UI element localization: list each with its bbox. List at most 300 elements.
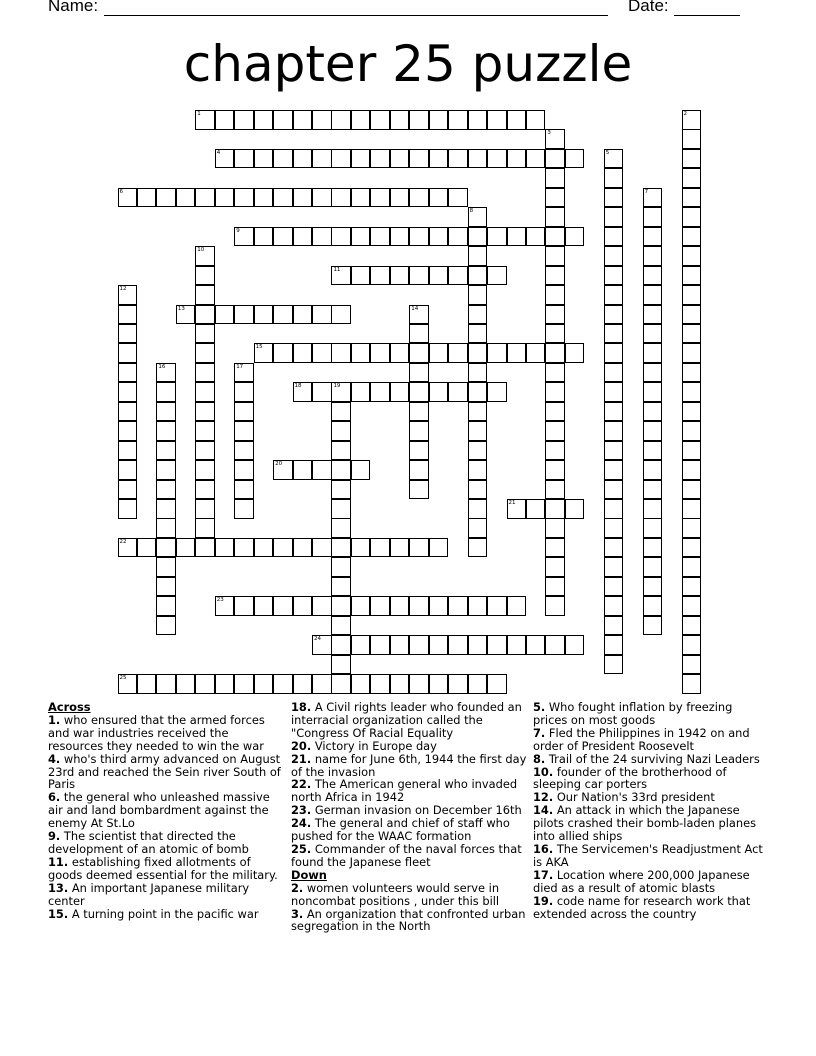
grid-cell[interactable] <box>331 460 351 480</box>
grid-cell[interactable] <box>468 207 488 227</box>
grid-cell[interactable] <box>682 149 702 169</box>
grid-cell[interactable] <box>234 149 254 169</box>
grid-cell[interactable] <box>545 577 565 597</box>
grid-cell[interactable] <box>448 382 468 402</box>
grid-cell[interactable] <box>137 188 157 208</box>
grid-cell[interactable] <box>234 402 254 422</box>
grid-cell[interactable] <box>643 577 663 597</box>
grid-cell[interactable] <box>604 421 624 441</box>
grid-cell[interactable] <box>643 402 663 422</box>
grid-cell[interactable] <box>390 538 410 558</box>
grid-cell[interactable] <box>331 674 351 694</box>
grid-cell[interactable] <box>409 480 429 500</box>
grid-cell[interactable] <box>254 188 274 208</box>
grid-cell[interactable] <box>545 538 565 558</box>
grid-cell[interactable] <box>118 402 138 422</box>
grid-cell[interactable] <box>507 149 527 169</box>
grid-cell[interactable] <box>429 382 449 402</box>
grid-cell[interactable] <box>545 421 565 441</box>
grid-cell[interactable] <box>312 110 332 130</box>
grid-cell[interactable] <box>195 324 215 344</box>
grid-cell[interactable] <box>312 635 332 655</box>
grid-cell[interactable] <box>156 557 176 577</box>
grid-cell[interactable] <box>682 324 702 344</box>
grid-cell[interactable] <box>604 324 624 344</box>
grid-cell[interactable] <box>643 285 663 305</box>
grid-cell[interactable] <box>429 343 449 363</box>
grid-cell[interactable] <box>448 596 468 616</box>
grid-cell[interactable] <box>604 499 624 519</box>
grid-cell[interactable] <box>545 518 565 538</box>
grid-cell[interactable] <box>507 343 527 363</box>
grid-cell[interactable] <box>604 538 624 558</box>
grid-cell[interactable] <box>312 188 332 208</box>
grid-cell[interactable] <box>604 616 624 636</box>
grid-cell[interactable] <box>643 441 663 461</box>
grid-cell[interactable] <box>643 324 663 344</box>
grid-cell[interactable] <box>156 402 176 422</box>
grid-cell[interactable] <box>215 188 235 208</box>
grid-cell[interactable] <box>643 343 663 363</box>
grid-cell[interactable] <box>643 518 663 538</box>
grid-cell[interactable] <box>331 110 351 130</box>
grid-cell[interactable] <box>448 149 468 169</box>
grid-cell[interactable] <box>234 480 254 500</box>
grid-cell[interactable] <box>293 227 313 247</box>
grid-cell[interactable] <box>254 227 274 247</box>
grid-cell[interactable] <box>429 110 449 130</box>
grid-cell[interactable] <box>682 499 702 519</box>
grid-cell[interactable] <box>468 343 488 363</box>
grid-cell[interactable] <box>409 421 429 441</box>
grid-cell[interactable] <box>643 499 663 519</box>
grid-cell[interactable] <box>409 402 429 422</box>
grid-cell[interactable] <box>195 305 215 325</box>
grid-cell[interactable] <box>156 538 176 558</box>
grid-cell[interactable] <box>331 421 351 441</box>
grid-cell[interactable] <box>604 285 624 305</box>
grid-cell[interactable] <box>545 207 565 227</box>
grid-cell[interactable] <box>682 616 702 636</box>
grid-cell[interactable] <box>156 577 176 597</box>
grid-cell[interactable] <box>331 577 351 597</box>
grid-cell[interactable] <box>545 480 565 500</box>
grid-cell[interactable] <box>682 480 702 500</box>
grid-cell[interactable] <box>331 382 351 402</box>
grid-cell[interactable] <box>643 363 663 383</box>
grid-cell[interactable] <box>118 188 138 208</box>
grid-cell[interactable] <box>195 421 215 441</box>
grid-cell[interactable] <box>604 363 624 383</box>
grid-cell[interactable] <box>545 227 565 247</box>
grid-cell[interactable] <box>390 149 410 169</box>
grid-cell[interactable] <box>682 557 702 577</box>
grid-cell[interactable] <box>487 343 507 363</box>
grid-cell[interactable] <box>682 285 702 305</box>
grid-cell[interactable] <box>682 538 702 558</box>
grid-cell[interactable] <box>545 635 565 655</box>
grid-cell[interactable] <box>312 149 332 169</box>
grid-cell[interactable] <box>293 596 313 616</box>
grid-cell[interactable] <box>234 227 254 247</box>
grid-cell[interactable] <box>351 674 371 694</box>
grid-cell[interactable] <box>234 305 254 325</box>
grid-cell[interactable] <box>273 188 293 208</box>
grid-cell[interactable] <box>545 266 565 286</box>
grid-cell[interactable] <box>273 343 293 363</box>
grid-cell[interactable] <box>526 635 546 655</box>
grid-cell[interactable] <box>604 518 624 538</box>
grid-cell[interactable] <box>604 480 624 500</box>
grid-cell[interactable] <box>351 596 371 616</box>
grid-cell[interactable] <box>604 227 624 247</box>
grid-cell[interactable] <box>409 635 429 655</box>
grid-cell[interactable] <box>118 421 138 441</box>
grid-cell[interactable] <box>312 382 332 402</box>
grid-cell[interactable] <box>409 460 429 480</box>
grid-cell[interactable] <box>254 343 274 363</box>
grid-cell[interactable] <box>331 343 351 363</box>
grid-cell[interactable] <box>234 674 254 694</box>
grid-cell[interactable] <box>293 149 313 169</box>
grid-cell[interactable] <box>195 110 215 130</box>
grid-cell[interactable] <box>351 110 371 130</box>
grid-cell[interactable] <box>468 460 488 480</box>
grid-cell[interactable] <box>682 382 702 402</box>
grid-cell[interactable] <box>487 674 507 694</box>
grid-cell[interactable] <box>682 207 702 227</box>
grid-cell[interactable] <box>409 382 429 402</box>
grid-cell[interactable] <box>448 110 468 130</box>
grid-cell[interactable] <box>331 538 351 558</box>
grid-cell[interactable] <box>351 382 371 402</box>
grid-cell[interactable] <box>156 518 176 538</box>
grid-cell[interactable] <box>331 655 351 675</box>
grid-cell[interactable] <box>195 460 215 480</box>
grid-cell[interactable] <box>370 674 390 694</box>
grid-cell[interactable] <box>409 305 429 325</box>
grid-cell[interactable] <box>468 246 488 266</box>
grid-cell[interactable] <box>643 460 663 480</box>
grid-cell[interactable] <box>468 441 488 461</box>
grid-cell[interactable] <box>254 305 274 325</box>
grid-cell[interactable] <box>312 305 332 325</box>
grid-cell[interactable] <box>331 149 351 169</box>
grid-cell[interactable] <box>526 227 546 247</box>
grid-cell[interactable] <box>604 460 624 480</box>
grid-cell[interactable] <box>643 305 663 325</box>
grid-cell[interactable] <box>545 305 565 325</box>
grid-cell[interactable] <box>604 207 624 227</box>
grid-cell[interactable] <box>409 227 429 247</box>
grid-cell[interactable] <box>604 343 624 363</box>
grid-cell[interactable] <box>118 324 138 344</box>
grid-cell[interactable] <box>409 363 429 383</box>
grid-cell[interactable] <box>643 207 663 227</box>
grid-cell[interactable] <box>643 596 663 616</box>
grid-cell[interactable] <box>293 110 313 130</box>
grid-cell[interactable] <box>487 110 507 130</box>
grid-cell[interactable] <box>409 538 429 558</box>
grid-cell[interactable] <box>565 149 585 169</box>
grid-cell[interactable] <box>118 343 138 363</box>
grid-cell[interactable] <box>545 149 565 169</box>
grid-cell[interactable] <box>195 441 215 461</box>
grid-cell[interactable] <box>390 596 410 616</box>
grid-cell[interactable] <box>370 227 390 247</box>
grid-cell[interactable] <box>526 499 546 519</box>
grid-cell[interactable] <box>526 149 546 169</box>
grid-cell[interactable] <box>370 382 390 402</box>
grid-cell[interactable] <box>545 188 565 208</box>
grid-cell[interactable] <box>682 596 702 616</box>
grid-cell[interactable] <box>254 538 274 558</box>
grid-cell[interactable] <box>468 382 488 402</box>
grid-cell[interactable] <box>545 596 565 616</box>
grid-cell[interactable] <box>682 518 702 538</box>
grid-cell[interactable] <box>682 168 702 188</box>
grid-cell[interactable] <box>643 616 663 636</box>
grid-cell[interactable] <box>682 441 702 461</box>
grid-cell[interactable] <box>195 538 215 558</box>
grid-cell[interactable] <box>390 674 410 694</box>
grid-cell[interactable] <box>390 227 410 247</box>
grid-cell[interactable] <box>643 421 663 441</box>
grid-cell[interactable] <box>545 168 565 188</box>
grid-cell[interactable] <box>234 460 254 480</box>
grid-cell[interactable] <box>293 674 313 694</box>
grid-cell[interactable] <box>273 305 293 325</box>
grid-cell[interactable] <box>118 285 138 305</box>
grid-cell[interactable] <box>195 480 215 500</box>
grid-cell[interactable] <box>351 188 371 208</box>
grid-cell[interactable] <box>331 557 351 577</box>
grid-cell[interactable] <box>273 227 293 247</box>
grid-cell[interactable] <box>370 266 390 286</box>
grid-cell[interactable] <box>604 246 624 266</box>
grid-cell[interactable] <box>195 266 215 286</box>
grid-cell[interactable] <box>545 363 565 383</box>
grid-cell[interactable] <box>682 421 702 441</box>
grid-cell[interactable] <box>195 402 215 422</box>
grid-cell[interactable] <box>682 460 702 480</box>
grid-cell[interactable] <box>390 266 410 286</box>
grid-cell[interactable] <box>526 343 546 363</box>
grid-cell[interactable] <box>682 577 702 597</box>
grid-cell[interactable] <box>643 266 663 286</box>
grid-cell[interactable] <box>215 149 235 169</box>
grid-cell[interactable] <box>409 343 429 363</box>
grid-cell[interactable] <box>468 596 488 616</box>
grid-cell[interactable] <box>448 635 468 655</box>
grid-cell[interactable] <box>565 499 585 519</box>
grid-cell[interactable] <box>448 266 468 286</box>
grid-cell[interactable] <box>273 596 293 616</box>
grid-cell[interactable] <box>331 635 351 655</box>
grid-cell[interactable] <box>312 538 332 558</box>
grid-cell[interactable] <box>390 110 410 130</box>
grid-cell[interactable] <box>468 518 488 538</box>
grid-cell[interactable] <box>331 188 351 208</box>
grid-cell[interactable] <box>156 382 176 402</box>
grid-cell[interactable] <box>137 538 157 558</box>
grid-cell[interactable] <box>545 343 565 363</box>
grid-cell[interactable] <box>468 110 488 130</box>
grid-cell[interactable] <box>507 596 527 616</box>
grid-cell[interactable] <box>176 305 196 325</box>
grid-cell[interactable] <box>351 149 371 169</box>
grid-cell[interactable] <box>234 421 254 441</box>
grid-cell[interactable] <box>643 188 663 208</box>
grid-cell[interactable] <box>682 402 702 422</box>
grid-cell[interactable] <box>468 402 488 422</box>
grid-cell[interactable] <box>312 674 332 694</box>
grid-cell[interactable] <box>409 110 429 130</box>
grid-cell[interactable] <box>545 246 565 266</box>
grid-cell[interactable] <box>118 499 138 519</box>
grid-cell[interactable] <box>351 266 371 286</box>
grid-cell[interactable] <box>118 305 138 325</box>
grid-cell[interactable] <box>195 674 215 694</box>
grid-cell[interactable] <box>156 674 176 694</box>
grid-cell[interactable] <box>234 363 254 383</box>
grid-cell[interactable] <box>545 557 565 577</box>
grid-cell[interactable] <box>331 441 351 461</box>
grid-cell[interactable] <box>409 188 429 208</box>
grid-cell[interactable] <box>409 266 429 286</box>
grid-cell[interactable] <box>507 227 527 247</box>
grid-cell[interactable] <box>234 441 254 461</box>
grid-cell[interactable] <box>118 441 138 461</box>
grid-cell[interactable] <box>545 382 565 402</box>
grid-cell[interactable] <box>351 343 371 363</box>
grid-cell[interactable] <box>643 538 663 558</box>
grid-cell[interactable] <box>118 480 138 500</box>
grid-cell[interactable] <box>331 402 351 422</box>
grid-cell[interactable] <box>215 538 235 558</box>
grid-cell[interactable] <box>468 227 488 247</box>
grid-cell[interactable] <box>331 480 351 500</box>
grid-cell[interactable] <box>195 518 215 538</box>
grid-cell[interactable] <box>682 110 702 130</box>
grid-cell[interactable] <box>331 499 351 519</box>
grid-cell[interactable] <box>429 674 449 694</box>
grid-cell[interactable] <box>682 188 702 208</box>
grid-cell[interactable] <box>137 674 157 694</box>
grid-cell[interactable] <box>643 557 663 577</box>
grid-cell[interactable] <box>604 266 624 286</box>
grid-cell[interactable] <box>643 246 663 266</box>
grid-cell[interactable] <box>604 402 624 422</box>
grid-cell[interactable] <box>351 460 371 480</box>
grid-cell[interactable] <box>565 227 585 247</box>
grid-cell[interactable] <box>118 538 138 558</box>
grid-cell[interactable] <box>195 363 215 383</box>
grid-cell[interactable] <box>370 110 390 130</box>
grid-cell[interactable] <box>273 110 293 130</box>
grid-cell[interactable] <box>331 305 351 325</box>
grid-cell[interactable] <box>409 149 429 169</box>
grid-cell[interactable] <box>215 674 235 694</box>
grid-cell[interactable] <box>604 188 624 208</box>
grid-cell[interactable] <box>643 382 663 402</box>
grid-cell[interactable] <box>429 635 449 655</box>
grid-cell[interactable] <box>487 149 507 169</box>
grid-cell[interactable] <box>176 674 196 694</box>
grid-cell[interactable] <box>682 227 702 247</box>
grid-cell[interactable] <box>409 674 429 694</box>
grid-cell[interactable] <box>682 343 702 363</box>
grid-cell[interactable] <box>545 324 565 344</box>
grid-cell[interactable] <box>604 382 624 402</box>
grid-cell[interactable] <box>487 227 507 247</box>
grid-cell[interactable] <box>448 227 468 247</box>
grid-cell[interactable] <box>156 441 176 461</box>
grid-cell[interactable] <box>487 635 507 655</box>
grid-cell[interactable] <box>370 343 390 363</box>
grid-cell[interactable] <box>273 149 293 169</box>
grid-cell[interactable] <box>604 635 624 655</box>
grid-cell[interactable] <box>156 596 176 616</box>
grid-cell[interactable] <box>156 460 176 480</box>
grid-cell[interactable] <box>234 382 254 402</box>
grid-cell[interactable] <box>409 596 429 616</box>
grid-cell[interactable] <box>545 441 565 461</box>
grid-cell[interactable] <box>545 460 565 480</box>
grid-cell[interactable] <box>370 538 390 558</box>
grid-cell[interactable] <box>448 188 468 208</box>
grid-cell[interactable] <box>604 441 624 461</box>
grid-cell[interactable] <box>682 129 702 149</box>
grid-cell[interactable] <box>195 499 215 519</box>
grid-cell[interactable] <box>293 188 313 208</box>
grid-cell[interactable] <box>234 596 254 616</box>
grid-cell[interactable] <box>351 538 371 558</box>
grid-cell[interactable] <box>682 246 702 266</box>
grid-cell[interactable] <box>604 557 624 577</box>
grid-cell[interactable] <box>331 518 351 538</box>
grid-cell[interactable] <box>351 635 371 655</box>
grid-cell[interactable] <box>468 266 488 286</box>
grid-cell[interactable] <box>545 499 565 519</box>
grid-cell[interactable] <box>293 305 313 325</box>
grid-cell[interactable] <box>254 674 274 694</box>
grid-cell[interactable] <box>370 596 390 616</box>
grid-cell[interactable] <box>293 538 313 558</box>
grid-cell[interactable] <box>273 460 293 480</box>
grid-cell[interactable] <box>293 343 313 363</box>
grid-cell[interactable] <box>429 188 449 208</box>
grid-cell[interactable] <box>312 460 332 480</box>
grid-cell[interactable] <box>409 324 429 344</box>
grid-cell[interactable] <box>390 382 410 402</box>
grid-cell[interactable] <box>234 110 254 130</box>
grid-cell[interactable] <box>429 227 449 247</box>
grid-cell[interactable] <box>565 635 585 655</box>
grid-cell[interactable] <box>507 635 527 655</box>
grid-cell[interactable] <box>370 188 390 208</box>
grid-cell[interactable] <box>409 441 429 461</box>
grid-cell[interactable] <box>215 596 235 616</box>
grid-cell[interactable] <box>312 596 332 616</box>
grid-cell[interactable] <box>468 324 488 344</box>
grid-cell[interactable] <box>468 499 488 519</box>
grid-cell[interactable] <box>643 227 663 247</box>
grid-cell[interactable] <box>429 538 449 558</box>
grid-cell[interactable] <box>604 596 624 616</box>
grid-cell[interactable] <box>682 674 702 694</box>
grid-cell[interactable] <box>273 538 293 558</box>
